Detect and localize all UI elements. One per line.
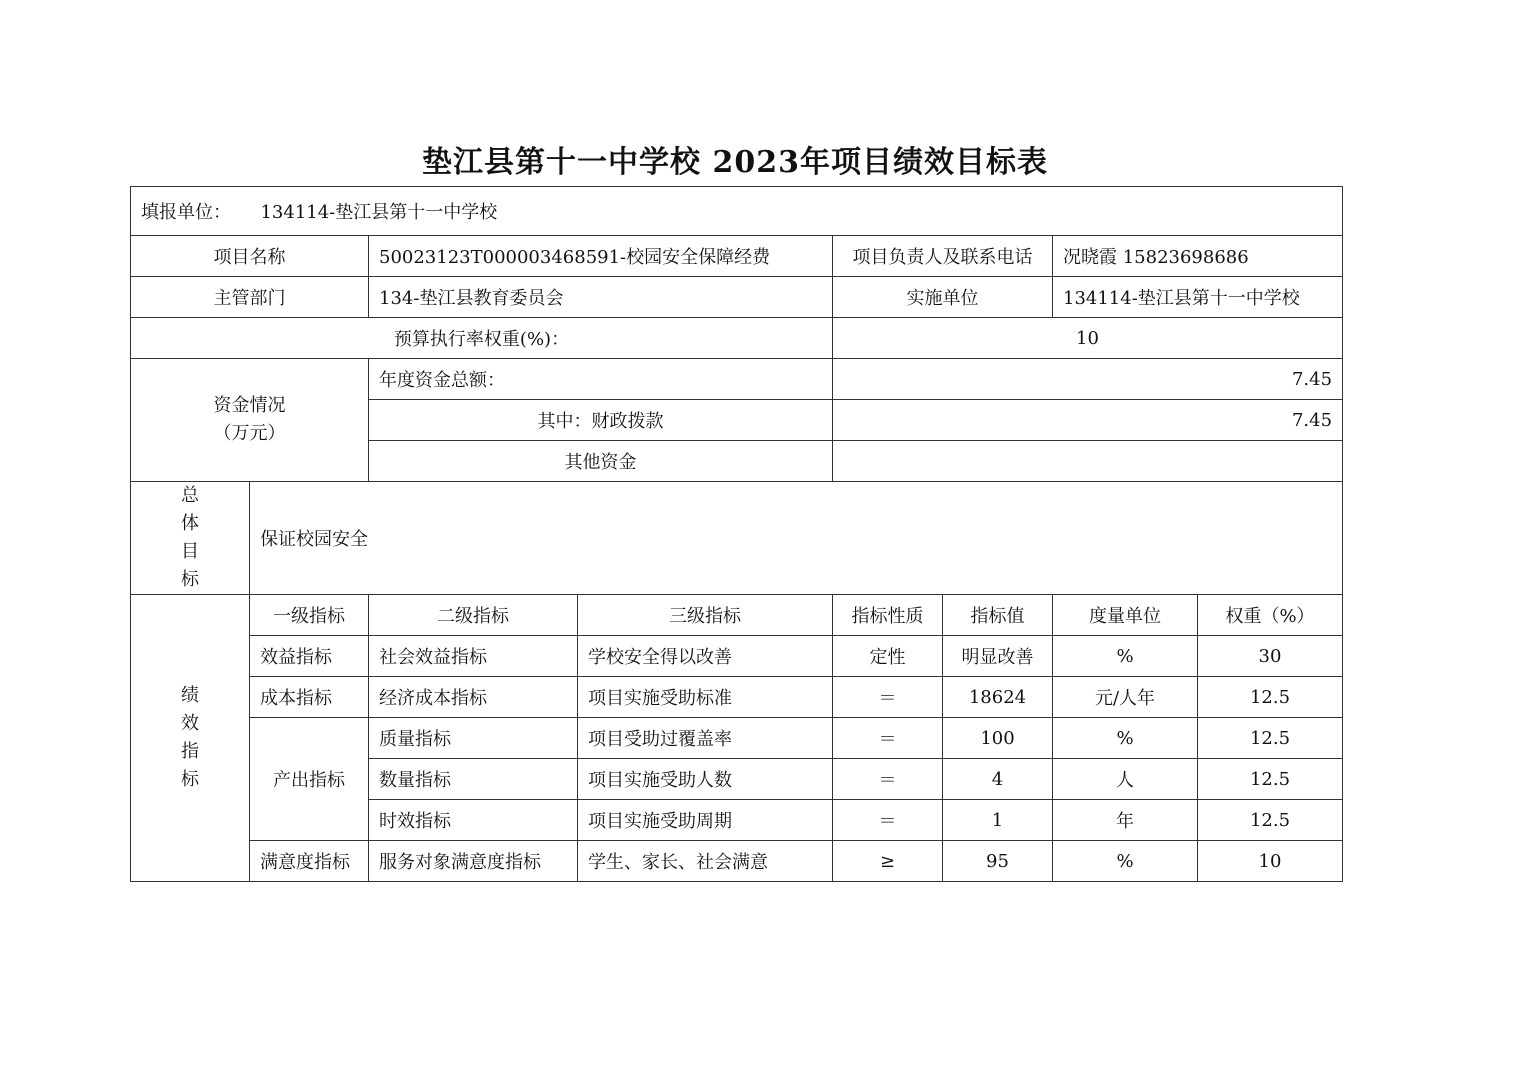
budget-weight-row: [131, 318, 1343, 359]
fill-unit-row: [131, 187, 1343, 236]
unit-cell: %: [1053, 636, 1198, 677]
funds-label-line2: （万元）: [213, 423, 286, 444]
funds-fiscal-value: 7.45: [833, 400, 1343, 441]
level3-cell: 学生、家长、社会满意: [578, 841, 833, 882]
level1-cell: 成本指标: [250, 677, 369, 718]
weight-cell: 12.5: [1198, 800, 1343, 841]
funds-total-label: 年度资金总额：: [369, 359, 833, 400]
impl-unit-label: 实施单位: [833, 277, 1053, 318]
goal-label-char: 总: [181, 485, 199, 506]
level2-cell: 时效指标: [369, 800, 578, 841]
level1-cell: 满意度指标: [250, 841, 369, 882]
level2-cell: 数量指标: [369, 759, 578, 800]
fill-unit-label: 填报单位：: [141, 202, 231, 223]
table-row: [131, 677, 1343, 718]
nature-cell: ＝: [833, 759, 943, 800]
unit-cell: 人: [1053, 759, 1198, 800]
level1-cell: 效益指标: [250, 636, 369, 677]
budget-weight-value: 10: [833, 318, 1343, 359]
value-cell: 4: [943, 759, 1053, 800]
funds-fiscal-label: 其中：财政拨款: [369, 400, 833, 441]
goal-row: [131, 482, 1343, 595]
nature-cell: ＝: [833, 718, 943, 759]
goal-label: [131, 482, 250, 595]
header-level2: 二级指标: [369, 595, 578, 636]
value-cell: 明显改善: [943, 636, 1053, 677]
project-name-value: 50023123T000003468591-校园安全保障经费: [369, 236, 833, 277]
project-contact-label: 项目负责人及联系电话: [833, 236, 1053, 277]
goal-text: 保证校园安全: [250, 482, 1343, 595]
nature-cell: ＝: [833, 677, 943, 718]
impl-unit-value: 134114-垫江县第十一中学校: [1053, 277, 1343, 318]
indicator-header-row: [131, 595, 1343, 636]
level1-cell: 产出指标: [250, 718, 369, 841]
header-weight: 权重（%）: [1198, 595, 1343, 636]
unit-cell: 元/人年: [1053, 677, 1198, 718]
dept-value: 134-垫江县教育委员会: [369, 277, 833, 318]
funds-label: [131, 359, 369, 482]
funds-other-value: [833, 441, 1343, 482]
indicators-label-char: 指: [181, 741, 199, 762]
dept-label: 主管部门: [131, 277, 369, 318]
unit-cell: %: [1053, 841, 1198, 882]
table-row: [131, 636, 1343, 677]
level3-cell: 项目受助过覆盖率: [578, 718, 833, 759]
goal-label-char: 体: [181, 513, 199, 534]
nature-cell: 定性: [833, 636, 943, 677]
funds-total-row: [131, 359, 1343, 400]
funds-label-line1: 资金情况: [213, 395, 286, 416]
budget-weight-label: 预算执行率权重(%)：: [131, 318, 833, 359]
project-name-row: [131, 236, 1343, 277]
weight-cell: 12.5: [1198, 718, 1343, 759]
value-cell: 1: [943, 800, 1053, 841]
weight-cell: 12.5: [1198, 759, 1343, 800]
header-unit: 度量单位: [1053, 595, 1198, 636]
goal-label-char: 目: [181, 541, 199, 562]
level3-cell: 项目实施受助周期: [578, 800, 833, 841]
header-value: 指标值: [943, 595, 1053, 636]
unit-cell: %: [1053, 718, 1198, 759]
table-row: [131, 718, 1343, 759]
weight-cell: 30: [1198, 636, 1343, 677]
funds-total-value: 7.45: [833, 359, 1343, 400]
level3-cell: 项目实施受助人数: [578, 759, 833, 800]
weight-cell: 10: [1198, 841, 1343, 882]
table-row: [131, 841, 1343, 882]
unit-cell: 年: [1053, 800, 1198, 841]
goal-label-char: 标: [181, 569, 199, 590]
funds-other-label: 其他资金: [369, 441, 833, 482]
level3-cell: 项目实施受助标准: [578, 677, 833, 718]
level3-cell: 学校安全得以改善: [578, 636, 833, 677]
weight-cell: 12.5: [1198, 677, 1343, 718]
header-level1: 一级指标: [250, 595, 369, 636]
project-name-label: 项目名称: [131, 236, 369, 277]
performance-target-table: [130, 186, 1343, 882]
page-title: 垫江县第十一中学校 2023年项目绩效目标表: [422, 145, 1048, 180]
level2-cell: 经济成本指标: [369, 677, 578, 718]
value-cell: 18624: [943, 677, 1053, 718]
nature-cell: ≥: [833, 841, 943, 882]
level2-cell: 质量指标: [369, 718, 578, 759]
project-contact-value: 况晓霞 15823698686: [1053, 236, 1343, 277]
indicators-label: [131, 595, 250, 882]
level2-cell: 服务对象满意度指标: [369, 841, 578, 882]
level2-cell: 社会效益指标: [369, 636, 578, 677]
department-row: [131, 277, 1343, 318]
nature-cell: ＝: [833, 800, 943, 841]
indicators-label-char: 标: [181, 769, 199, 790]
fill-unit-value: 134114-垫江县第十一中学校: [260, 202, 498, 223]
indicators-label-char: 绩: [181, 685, 199, 706]
header-nature: 指标性质: [833, 595, 943, 636]
fill-unit-cell: [131, 187, 1343, 236]
value-cell: 95: [943, 841, 1053, 882]
indicators-label-char: 效: [181, 713, 199, 734]
header-level3: 三级指标: [578, 595, 833, 636]
value-cell: 100: [943, 718, 1053, 759]
